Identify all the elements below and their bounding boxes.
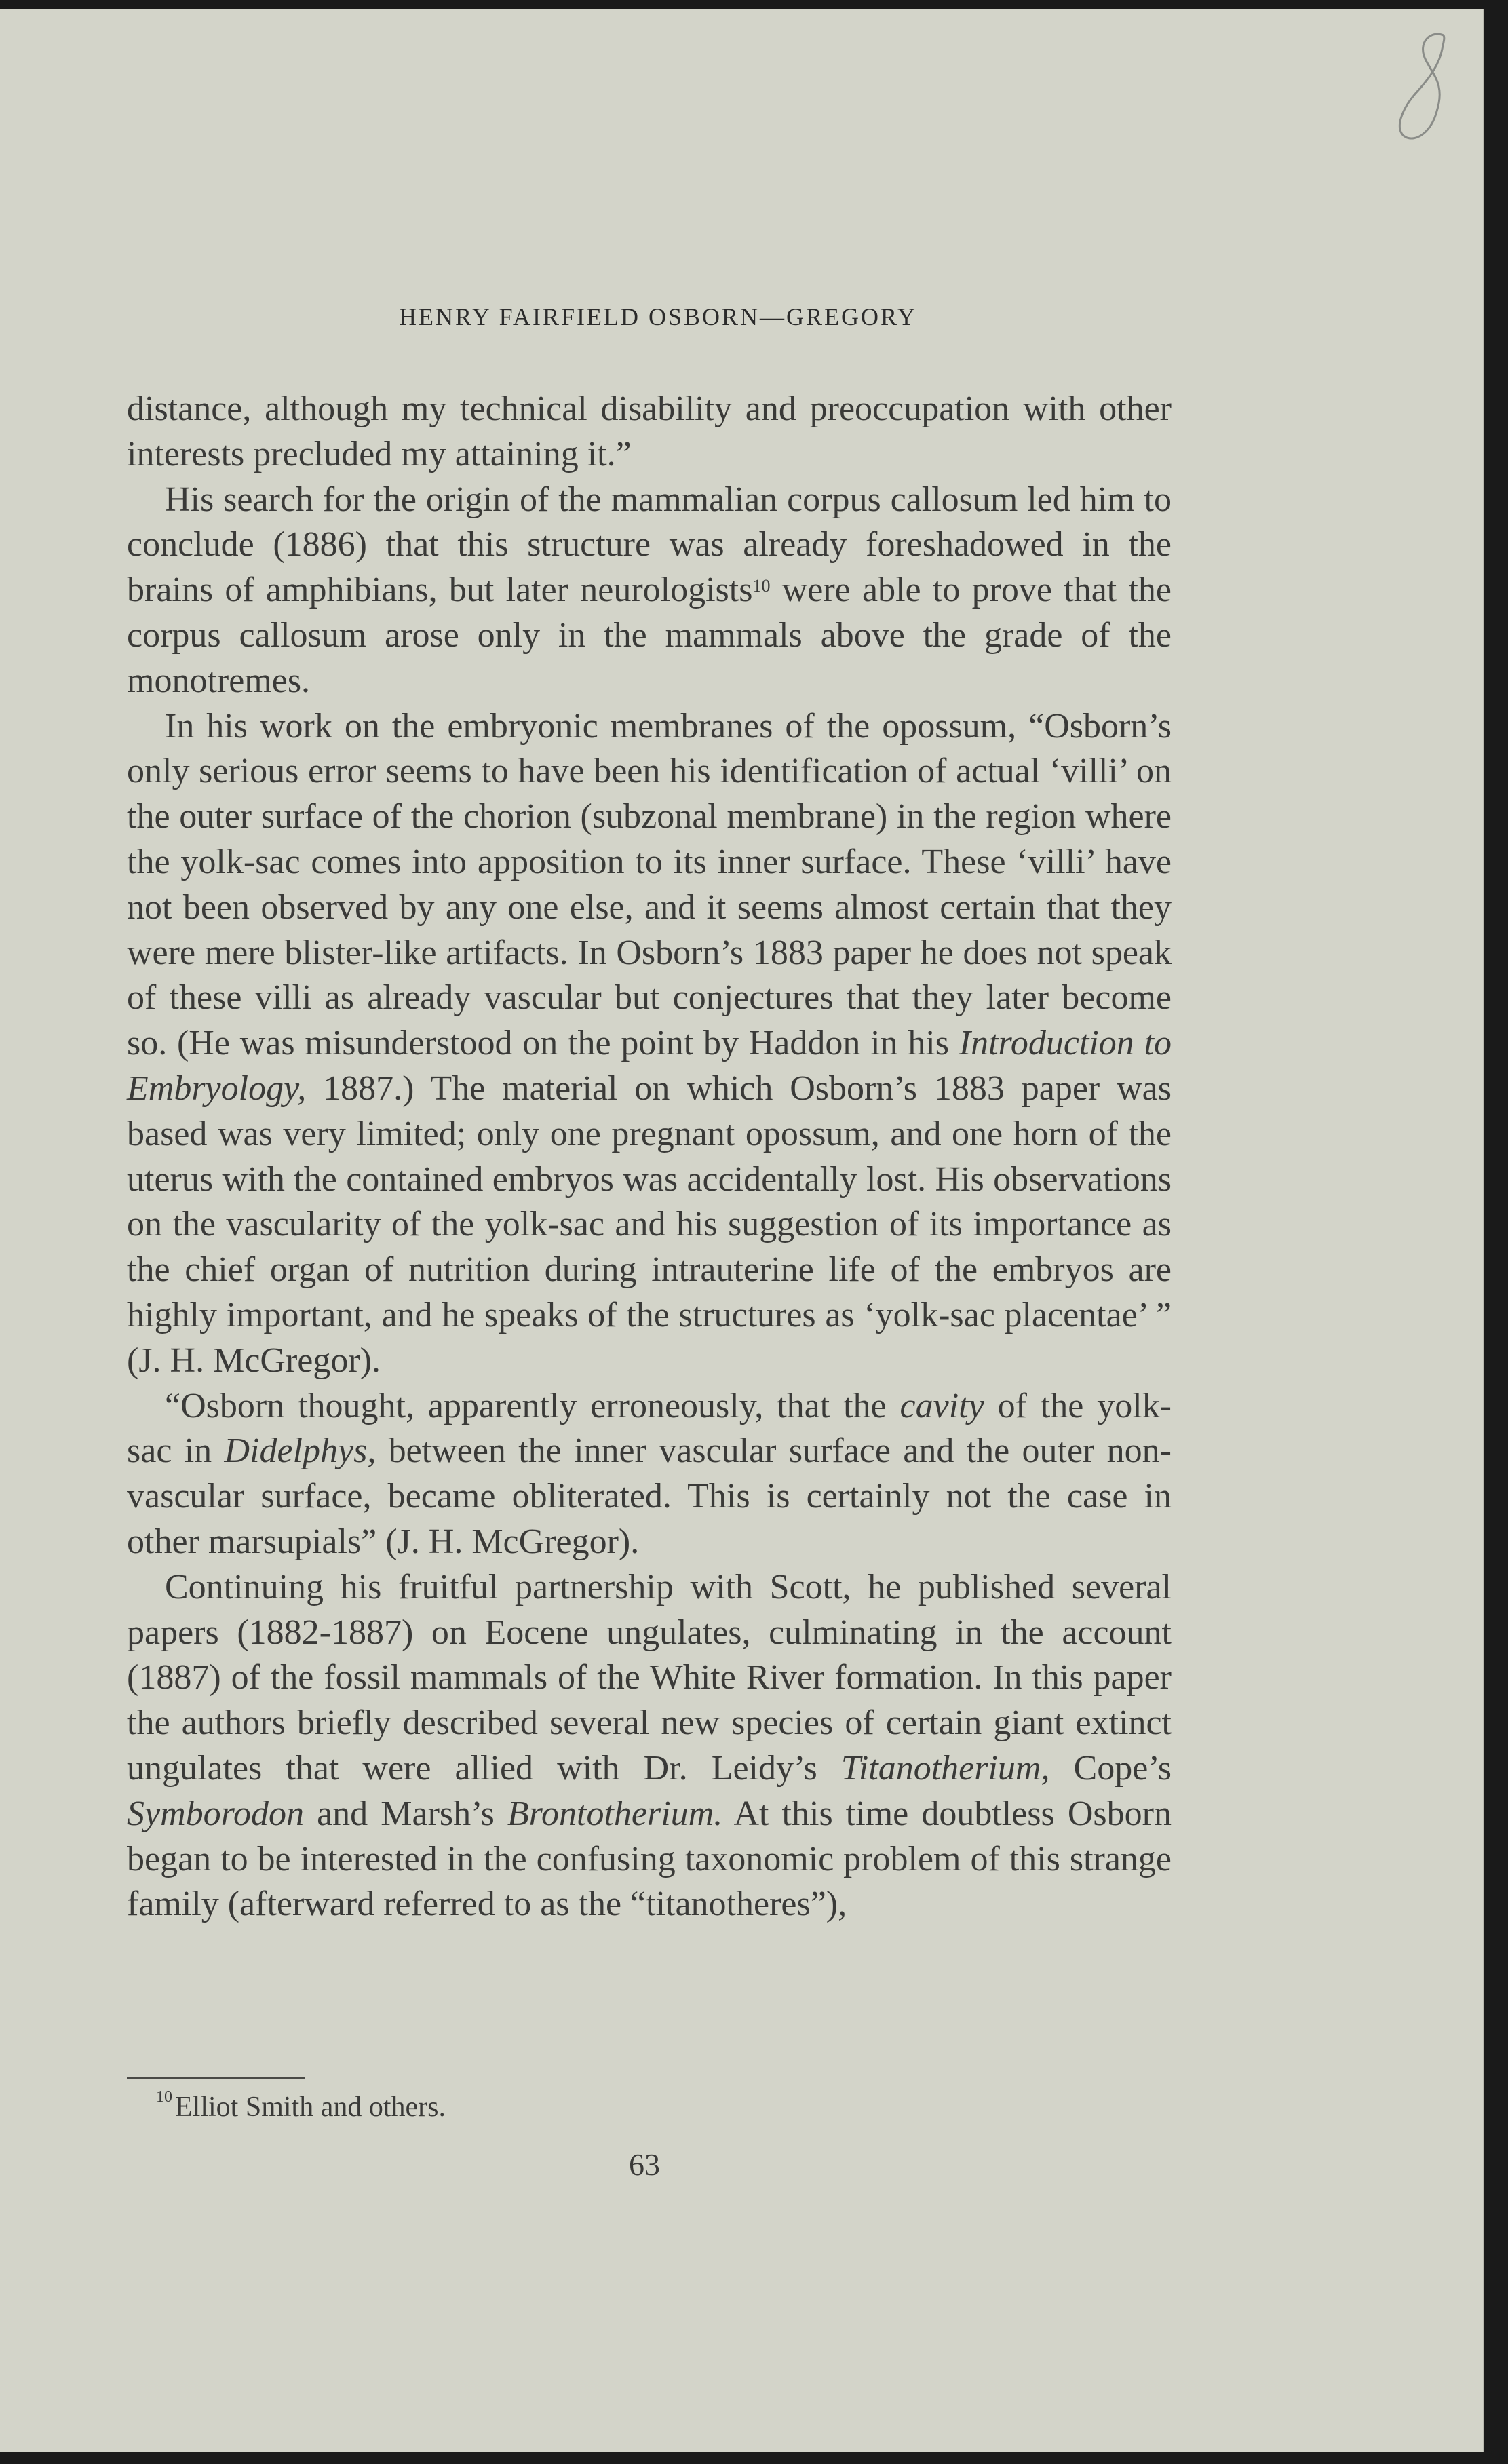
paragraph <box>127 704 1172 1384</box>
paragraph <box>127 387 1172 478</box>
text-run: were able to prove that the corpus callosum arose only in the mammals above the grade of the monotremes. <box>127 571 1172 700</box>
text-run: In his work on the embryonic membranes of the opossum, “Osborn’s only serious error seems to have been his identification of actual ‘villi’ on the outer surface of the chorion (subzonal membrane) in the region where the yolk-sac comes into apposition to its inner surface. These ‘villi’ have not been observed by any one else, and it seems almost certain that they were mere blister-like artifacts. In Osborn’s 1883 paper he does not speak of these villi as already vascular but conjectures that they later become so. (He was misunderstood on the point by Haddon in his <box>127 706 1172 1063</box>
italic-text: Introduction to Embryology, <box>127 1024 1172 1108</box>
text-run: His search for the origin of the mammalian corpus callosum led him to conclude (1886) that this structure was already foreshadowed in the brains of amphibians, but later neurologists <box>127 480 1172 610</box>
text-run: between the inner vascular surface and the outer non-vascular surface, became obliterated. This is certainly not the case in other marsupials” (J. H. McGregor). <box>127 1431 1172 1561</box>
footnote-reference: 10 <box>752 576 771 596</box>
running-head: HENRY FAIRFIELD OSBORN—GREGORY <box>398 303 918 330</box>
page-number: 63 <box>629 2147 660 2182</box>
italic-text: cavity <box>900 1386 984 1425</box>
text-run: “Osborn thought, apparently erroneously, that the <box>165 1386 900 1425</box>
italic-text: Titanotherium, <box>840 1748 1050 1788</box>
paragraph <box>127 1384 1172 1565</box>
footnote-text: Elliot Smith and others. <box>175 2092 446 2123</box>
footnote-rule <box>127 2077 305 2079</box>
text-run: distance, although my technical disability and preoccupation with other interests precluded my attaining it.” <box>127 389 1172 474</box>
paragraph <box>127 478 1172 704</box>
text-run: At this time doubtless Osborn began to be interested in the confusing taxonomic problem of this strange family (afterward referred to as the “titanotheres”), <box>127 1794 1172 1924</box>
text-run: Continuing his fruitful partnership with Scott, he published several papers (1882-1887) on Eocene ungulates, culminating in the account (1887) of the fossil mammals of the White River formation. In this paper the authors briefly described several new species of certain giant extinct ungulates that were allied with Dr. Leidy’s <box>127 1567 1172 1788</box>
text-run: Cope’s <box>1049 1748 1172 1788</box>
footnote-marker: 10 <box>156 2088 172 2106</box>
book-page <box>0 9 1484 2452</box>
italic-text: Brontotherium. <box>507 1794 723 1833</box>
text-run: and Marsh’s <box>303 1794 507 1833</box>
text-run: 1887.) The material on which Osborn’s 1883 paper was based was very limited; only one pregnant opossum, and one horn of the uterus with the contained embryos was accidentally lost. His observations on the vascularity of the yolk-sac and his suggestion of its importance as the chief organ of nutrition during intrauterine life of the embryos are highly important, and he speaks of the structures as ‘yolk-sac placentae’ ” (J. H. McGregor). <box>127 1069 1172 1380</box>
paragraph <box>127 1565 1172 1927</box>
body-text <box>127 387 1172 1927</box>
italic-text: Symborodon <box>127 1794 304 1833</box>
handwritten-page-mark <box>1364 23 1465 159</box>
italic-text: Didelphys, <box>224 1431 376 1471</box>
text-run: of the yolk-sac in <box>127 1386 1172 1471</box>
footnote <box>156 2088 446 2123</box>
